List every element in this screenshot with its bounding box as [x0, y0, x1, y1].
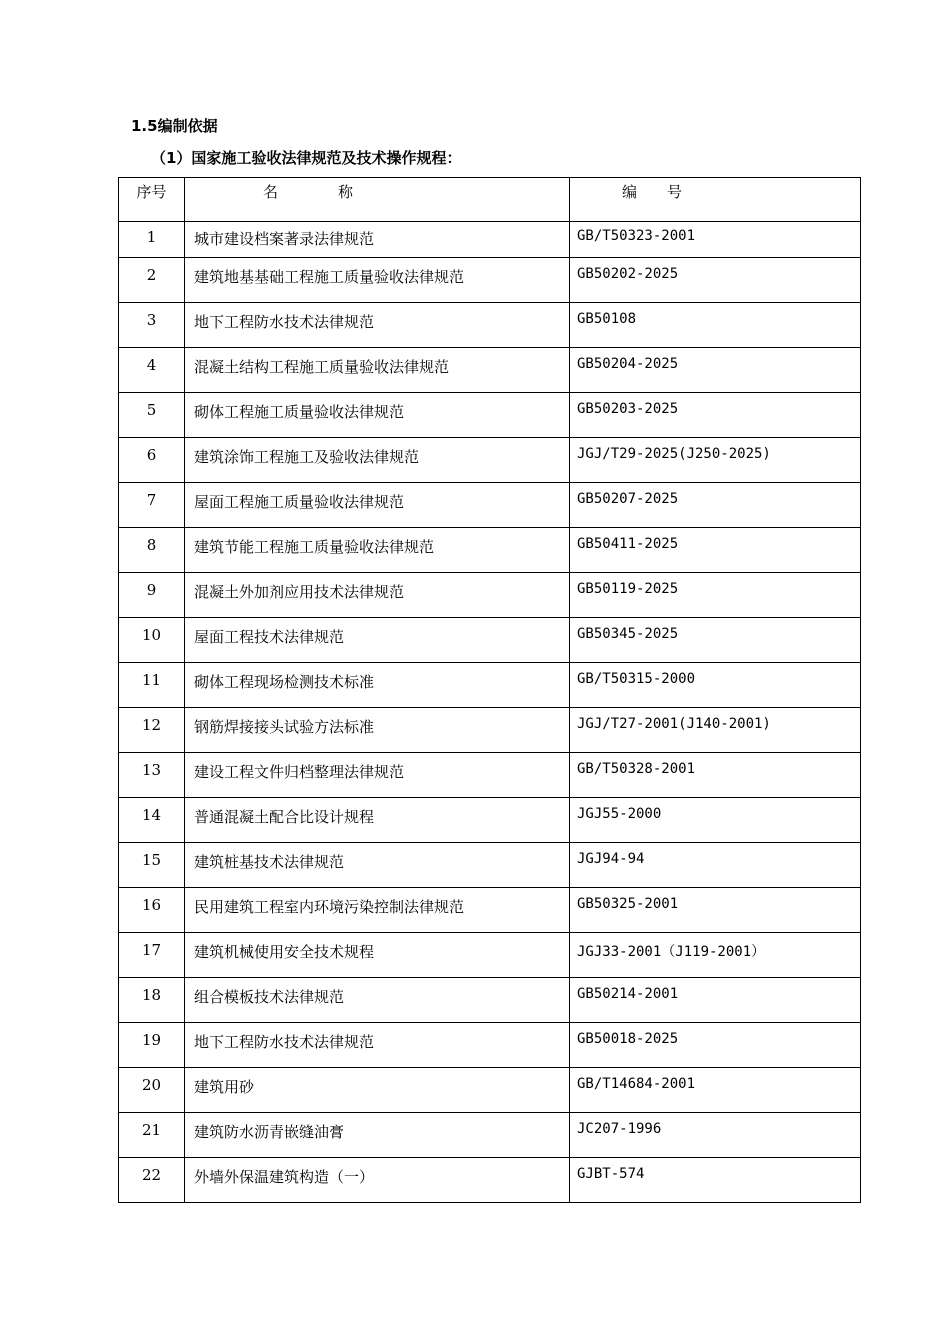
table-row: [119, 528, 861, 573]
standard-name: 地下工程防水技术法律规范: [185, 303, 570, 348]
table-row: [119, 888, 861, 933]
standard-name: 混凝土外加剂应用技术法律规范: [185, 573, 570, 618]
table-header-row: [119, 178, 861, 222]
row-number: 22: [119, 1158, 185, 1203]
row-number: 6: [119, 438, 185, 483]
standard-name: 混凝土结构工程施工质量验收法律规范: [185, 348, 570, 393]
standard-code: JGJ55-2000: [570, 798, 861, 843]
standards-table: [118, 177, 861, 1203]
standard-name: 组合模板技术法律规范: [185, 978, 570, 1023]
standard-code: GB50214-2001: [570, 978, 861, 1023]
table-row: [119, 222, 861, 258]
row-number: 5: [119, 393, 185, 438]
standard-name: 建设工程文件归档整理法律规范: [185, 753, 570, 798]
standard-name: 砌体工程施工质量验收法律规范: [185, 393, 570, 438]
row-number: 17: [119, 933, 185, 978]
standard-code: GB50018-2025: [570, 1023, 861, 1068]
standard-code: GB50411-2025: [570, 528, 861, 573]
standard-name: 城市建设档案著录法律规范: [185, 222, 570, 258]
table-row: [119, 393, 861, 438]
table-row: [119, 663, 861, 708]
row-number: 7: [119, 483, 185, 528]
table-row: [119, 933, 861, 978]
row-number: 19: [119, 1023, 185, 1068]
row-number: 11: [119, 663, 185, 708]
standard-name: 建筑节能工程施工质量验收法律规范: [185, 528, 570, 573]
standard-code: GB50108: [570, 303, 861, 348]
row-number: 18: [119, 978, 185, 1023]
row-number: 20: [119, 1068, 185, 1113]
row-number: 1: [119, 222, 185, 258]
standard-name: 建筑用砂: [185, 1068, 570, 1113]
standard-code: GB50119-2025: [570, 573, 861, 618]
standard-name: 民用建筑工程室内环境污染控制法律规范: [185, 888, 570, 933]
row-number: 2: [119, 258, 185, 303]
standard-name: 屋面工程施工质量验收法律规范: [185, 483, 570, 528]
standard-code: JGJ94-94: [570, 843, 861, 888]
standard-code: GB50325-2001: [570, 888, 861, 933]
standard-code: GB50204-2025: [570, 348, 861, 393]
row-number: 16: [119, 888, 185, 933]
table-row: [119, 618, 861, 663]
table-row: [119, 303, 861, 348]
table-row: [119, 798, 861, 843]
standard-code: GB50345-2025: [570, 618, 861, 663]
standard-code: GB50203-2025: [570, 393, 861, 438]
standard-code: GB50207-2025: [570, 483, 861, 528]
standard-code: GJBT-574: [570, 1158, 861, 1203]
table-row: [119, 573, 861, 618]
standard-code: JGJ33-2001（J119-2001）: [570, 933, 861, 978]
standard-name: 地下工程防水技术法律规范: [185, 1023, 570, 1068]
standard-code: GB50202-2025: [570, 258, 861, 303]
table-row: [119, 1113, 861, 1158]
table-row: [119, 348, 861, 393]
table-row: [119, 978, 861, 1023]
row-number: 21: [119, 1113, 185, 1158]
standard-code: GB/T50328-2001: [570, 753, 861, 798]
row-number: 9: [119, 573, 185, 618]
table-row: [119, 1023, 861, 1068]
standard-code: GB/T50315-2000: [570, 663, 861, 708]
row-number: 10: [119, 618, 185, 663]
table-row: [119, 1068, 861, 1113]
row-number: 8: [119, 528, 185, 573]
row-number: 4: [119, 348, 185, 393]
standard-name: 普通混凝土配合比设计规程: [185, 798, 570, 843]
standard-name: 建筑桩基技术法律规范: [185, 843, 570, 888]
table-body: [119, 222, 861, 1203]
standard-code: JC207-1996: [570, 1113, 861, 1158]
row-number: 15: [119, 843, 185, 888]
table-row: [119, 708, 861, 753]
standard-name: 建筑地基基础工程施工质量验收法律规范: [185, 258, 570, 303]
standard-code: JGJ/T27-2001(J140-2001): [570, 708, 861, 753]
row-number: 13: [119, 753, 185, 798]
section-title: 1.5编制依据: [131, 117, 218, 135]
standard-name: 屋面工程技术法律规范: [185, 618, 570, 663]
header-code: 编 号: [570, 178, 861, 222]
row-number: 12: [119, 708, 185, 753]
standard-name: 建筑涂饰工程施工及验收法律规范: [185, 438, 570, 483]
standard-name: 砌体工程现场检测技术标准: [185, 663, 570, 708]
sub-title: （1）国家施工验收法律规范及技术操作规程：: [151, 149, 462, 167]
table-row: [119, 843, 861, 888]
standard-code: GB/T14684-2001: [570, 1068, 861, 1113]
table-row: [119, 483, 861, 528]
standard-name: 外墙外保温建筑构造（一）: [185, 1158, 570, 1203]
standard-name: 建筑机械使用安全技术规程: [185, 933, 570, 978]
row-number: 14: [119, 798, 185, 843]
header-name: 名 称: [185, 178, 570, 222]
row-number: 3: [119, 303, 185, 348]
standard-code: GB/T50323-2001: [570, 222, 861, 258]
table-row: [119, 1158, 861, 1203]
table-row: [119, 438, 861, 483]
table-row: [119, 258, 861, 303]
standard-name: 钢筋焊接接头试验方法标准: [185, 708, 570, 753]
standard-name: 建筑防水沥青嵌缝油膏: [185, 1113, 570, 1158]
header-no: 序号: [119, 178, 185, 222]
standard-code: JGJ/T29-2025(J250-2025): [570, 438, 861, 483]
table-row: [119, 753, 861, 798]
